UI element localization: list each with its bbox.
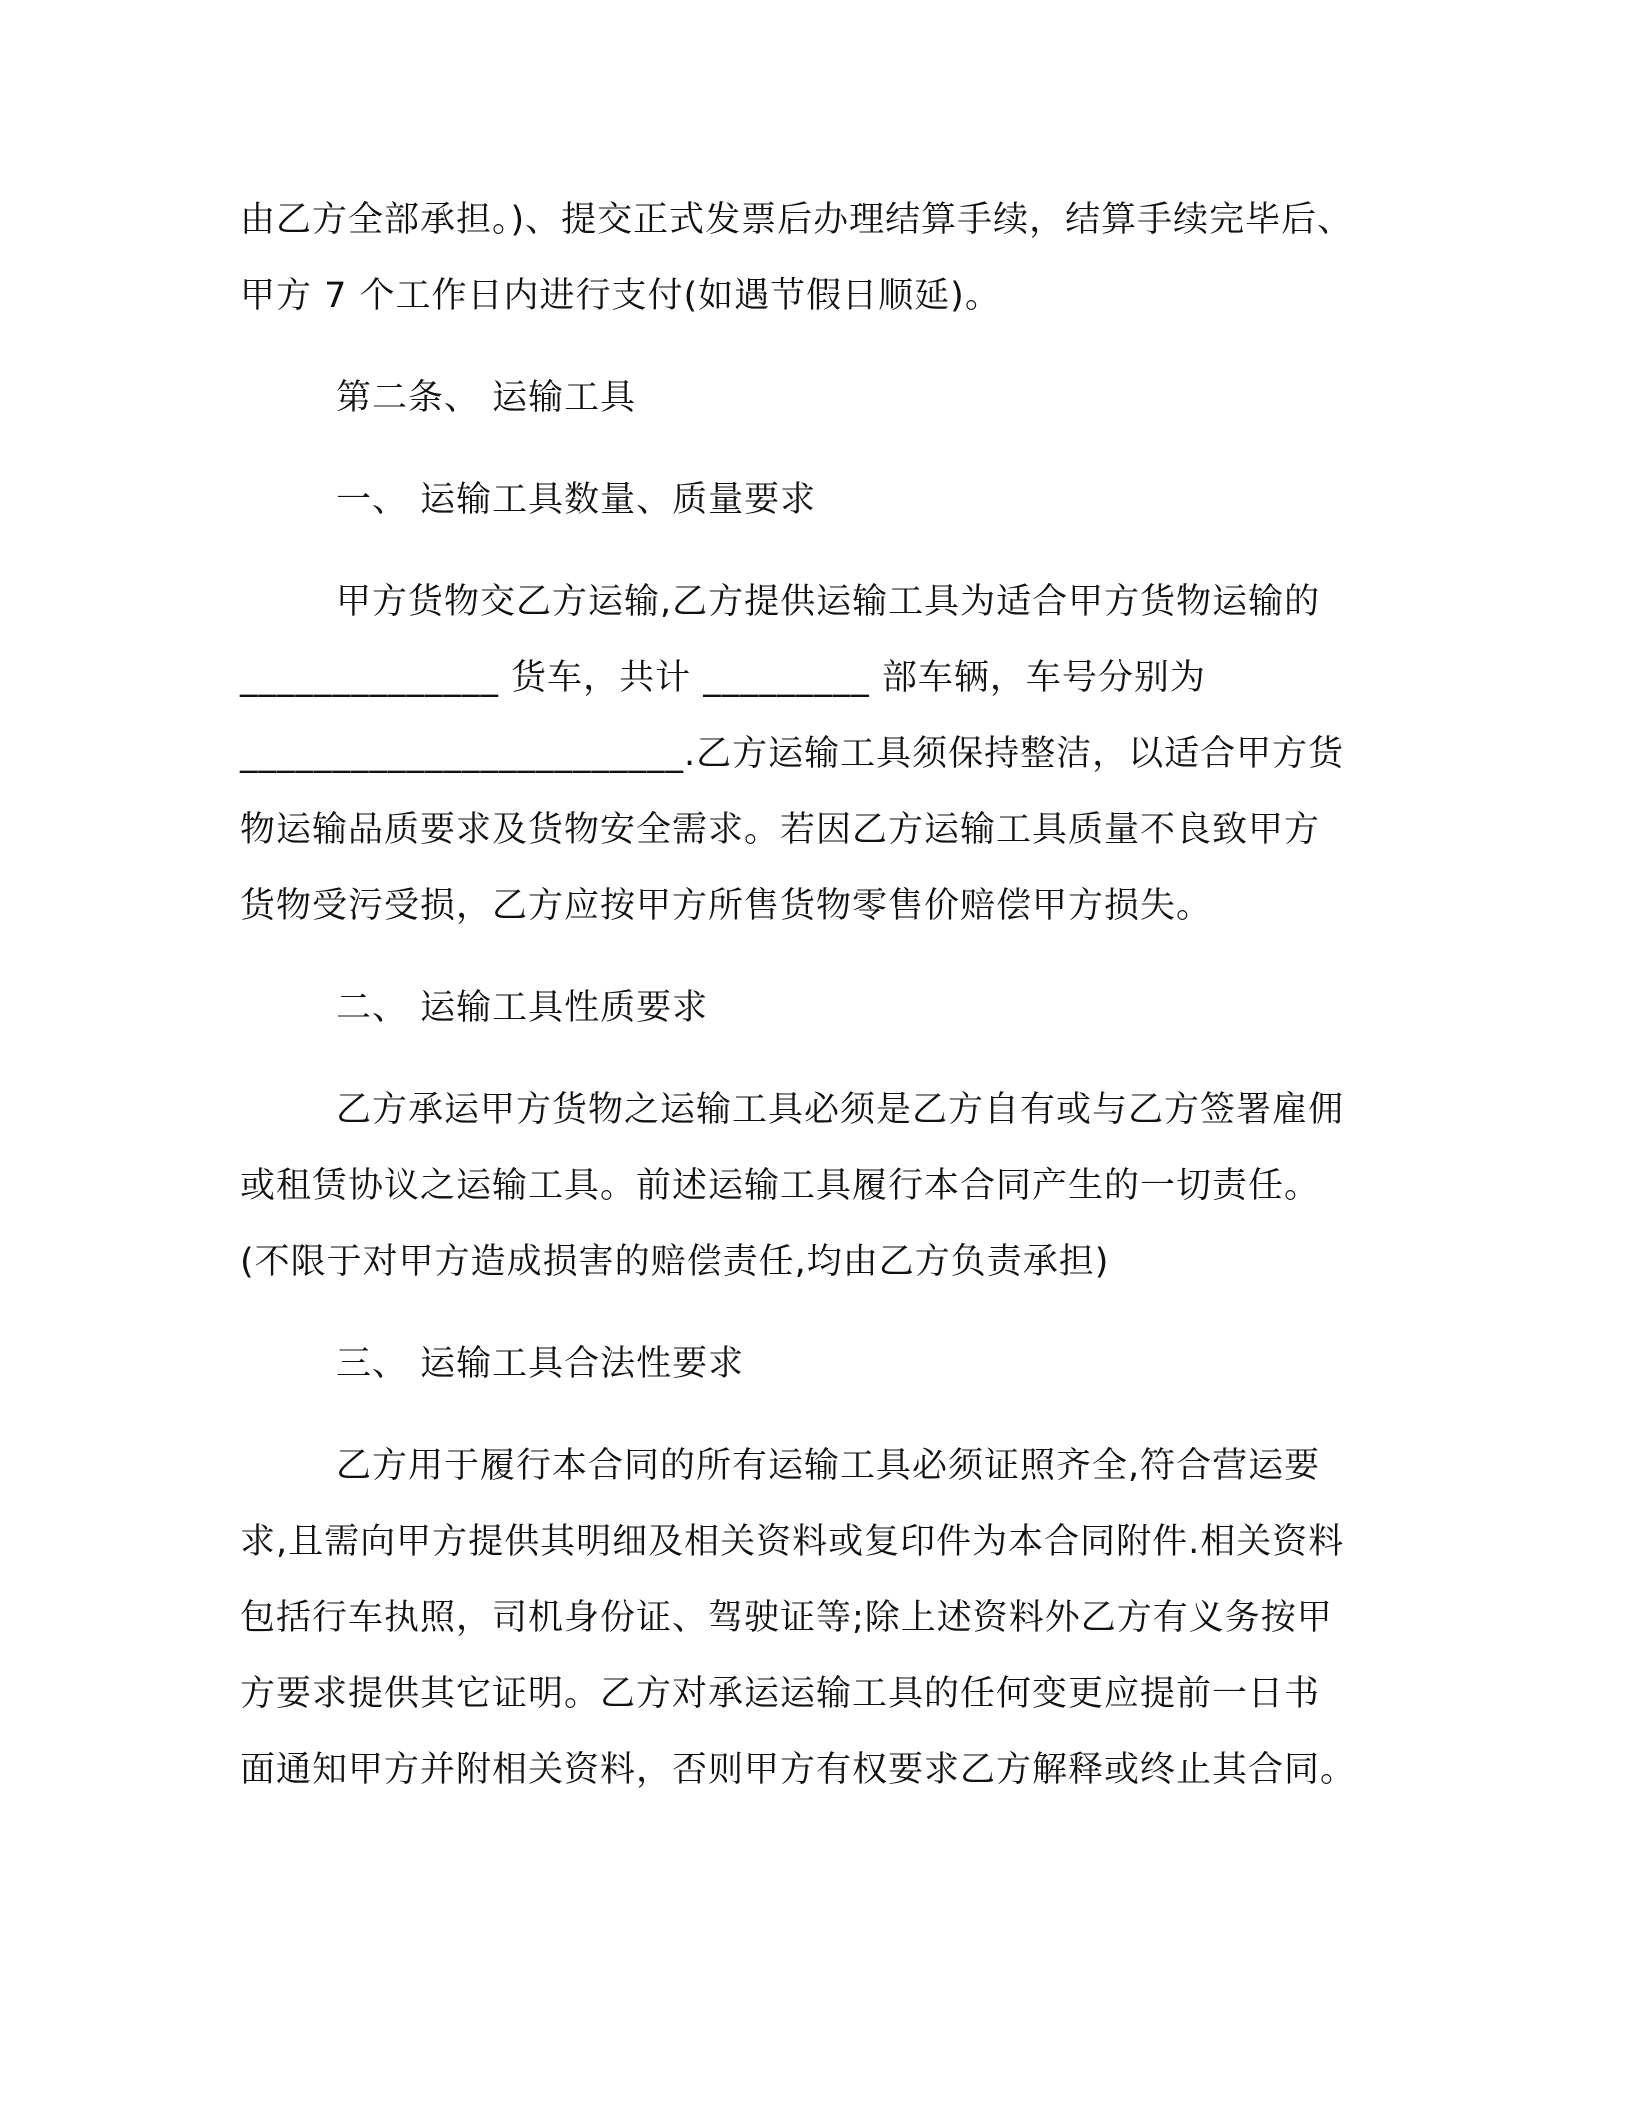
body-text-line: 由乙方全部承担。)、提交正式发票后办理结算手续，结算手续完毕后、 (240, 200, 1354, 240)
body-text-line: ______________ 货车，共计 _________ 部车辆，车号分别为 (240, 658, 1206, 698)
body-text-line: 物运输品质要求及货物安全需求。若因乙方运输工具质量不良致甲方 (240, 810, 1321, 850)
body-text-line: 甲方 7 个工作日内进行支付(如遇节假日顺延)。 (240, 276, 1001, 316)
body-text-line: 货物受污受损，乙方应按甲方所售货物零售价赔偿甲方损失。 (240, 886, 1213, 926)
body-text-line: 乙方承运甲方货物之运输工具必须是乙方自有或与乙方签署雇佣 (336, 1090, 1345, 1130)
body-text-line: 包括行车执照，司机身份证、驾驶证等;除上述资料外乙方有义务按甲 (240, 1598, 1333, 1638)
section-heading: 三、 运输工具合法性要求 (336, 1344, 745, 1384)
body-text-line: 乙方用于履行本合同的所有运输工具必须证照齐全,符合营运要 (336, 1446, 1321, 1486)
section-heading: 一、 运输工具数量、质量要求 (336, 480, 817, 520)
body-text-line: 或租赁协议之运输工具。前述运输工具履行本合同产生的一切责任。 (240, 1166, 1321, 1206)
body-text-line: 方要求提供其它证明。乙方对承运运输工具的任何变更应提前一日书 (240, 1674, 1321, 1714)
body-text-line: ________________________.乙方运输工具须保持整洁，以适合甲方货 (240, 734, 1345, 774)
body-text-line: 面通知甲方并附相关资料，否则甲方有权要求乙方解释或终止其合同。 (240, 1750, 1357, 1790)
section-heading: 二、 运输工具性质要求 (336, 988, 709, 1028)
body-text-line: (不限于对甲方造成损害的赔偿责任,均由乙方负责承担) (240, 1242, 1110, 1282)
body-text-line: 求,且需向甲方提供其明细及相关资料或复印件为本合同附件.相关资料 (240, 1522, 1345, 1562)
article-heading: 第二条、 运输工具 (336, 378, 637, 418)
body-text-line: 甲方货物交乙方运输,乙方提供运输工具为适合甲方货物运输的 (336, 582, 1321, 622)
